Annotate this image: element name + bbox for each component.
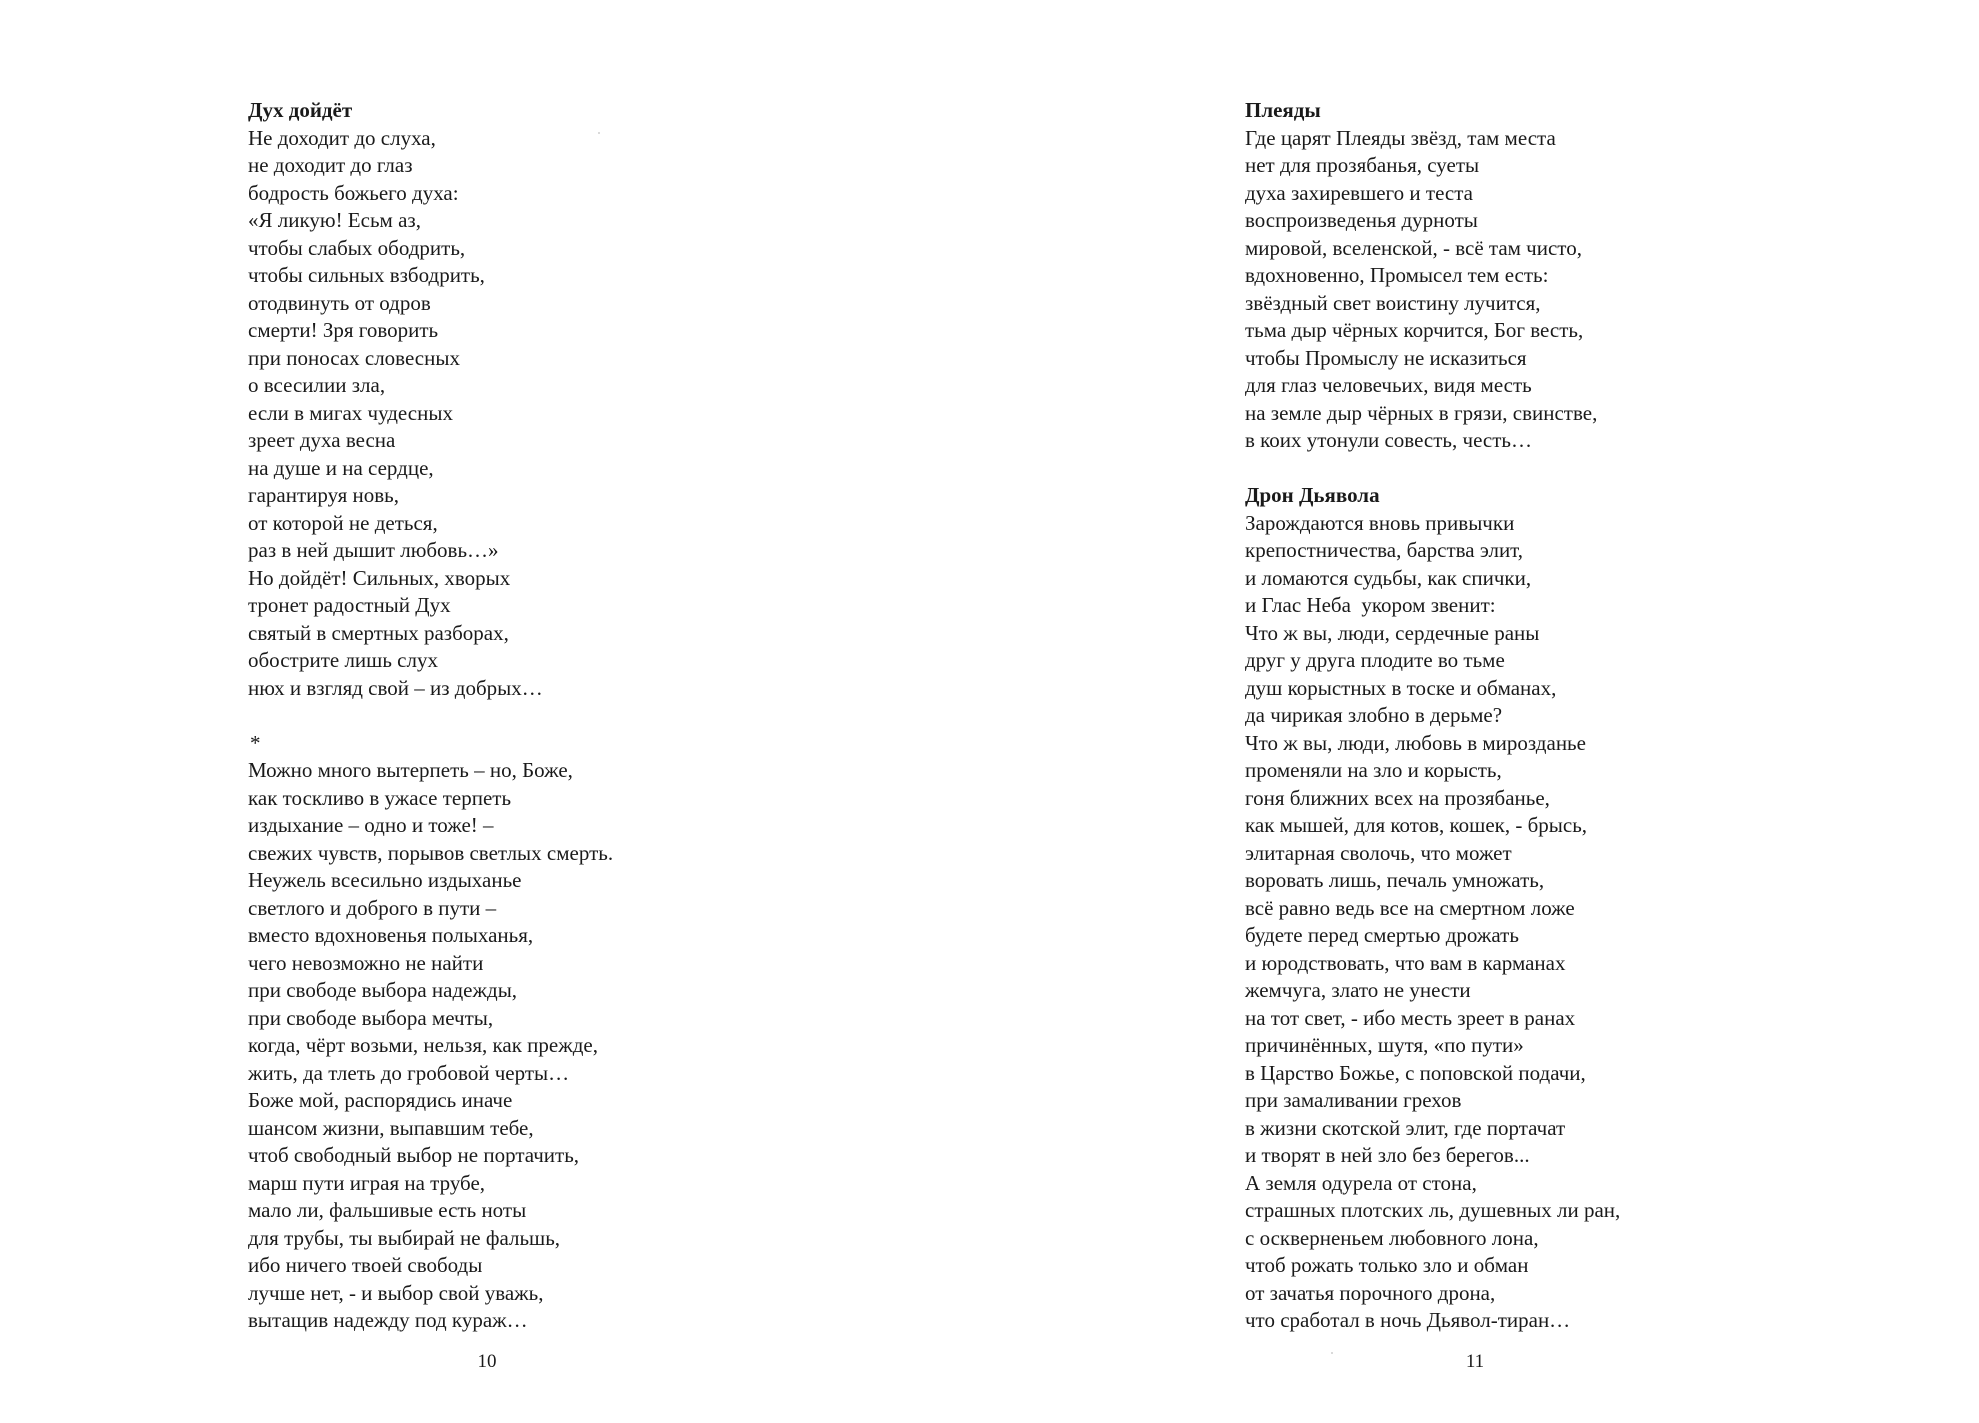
poem-line: смерти! Зря говорить (248, 318, 439, 342)
poem-line: зреет духа весна (248, 428, 396, 452)
poem-line: «Я ликую! Есьм аз, (248, 208, 421, 232)
poem-line: издыхание – одно и тоже! – (248, 813, 494, 837)
poem-line: А земля одурела от стона, (1245, 1170, 1477, 1195)
poem-line: друг у друга плодите во тьме (1245, 648, 1505, 672)
poem-line: в жизни скотской элит, где портачат (1245, 1115, 1566, 1140)
poem-line: жить, да тлеть до гробовой черты… (248, 1060, 570, 1085)
poem-line: для глаз человечьих, видя месть (1245, 373, 1532, 397)
poem-line: с оскверненьем любовного лона, (1245, 1225, 1539, 1250)
poem-line: и юродствовать, что вам в карманах (1245, 950, 1566, 975)
poem-line: воровать лишь, печаль умножать, (1245, 868, 1545, 892)
poem-line: от которой не деться, (248, 510, 438, 535)
poem-line: страшных плотских ль, душевных ли ран, (1245, 1198, 1621, 1222)
poem-line: Боже мой, распорядись иначе (248, 1088, 513, 1112)
poem-line: звёздный свет воистину лучится, (1245, 290, 1541, 315)
poem-line: не доходит до глаз (248, 153, 413, 177)
poem-line: светлого и доброго в пути – (248, 895, 497, 920)
poem-line: если в мигах чудесных (248, 400, 453, 425)
poem-title: Дрон Дьявола (1245, 483, 1380, 507)
poem-line: вместо вдохновенья полыханья, (248, 923, 534, 947)
poem-line: Что ж вы, люди, сердечные раны (1245, 620, 1540, 645)
page-right-text (1245, 97, 1620, 1335)
poem-line: и творят в ней зло без берегов... (1245, 1143, 1530, 1167)
poem-line: Что ж вы, люди, любовь в мирозданье (1245, 730, 1586, 755)
poem-line: о всесилии зла, (248, 373, 386, 397)
poem-line: когда, чёрт возьми, нельзя, как прежде, (248, 1033, 598, 1057)
poem-line: и Глас Неба укором звенит: (1245, 593, 1496, 617)
poem-line: вытащив надежду под кураж… (248, 1308, 528, 1332)
poem-line: святый в смертных разборах, (248, 620, 509, 645)
poem-line: тронет радостный Дух (248, 593, 451, 617)
poem-line: Неужель всесильно издыханье (248, 868, 522, 892)
poem-line: чтоб свободный выбор не портачить, (248, 1143, 580, 1167)
scan-speck (598, 132, 600, 134)
poem-line: для трубы, ты выбирай не фальшь, (248, 1225, 561, 1250)
poem-line: от зачатья порочного дрона, (1245, 1280, 1496, 1305)
poem-line: чтобы сильных взбодрить, (248, 263, 485, 287)
poem-line: Можно много вытерпеть – но, Боже, (248, 758, 573, 782)
poem-line: променяли на зло и корысть, (1245, 758, 1502, 782)
poem-line: при поносах словесных (248, 345, 460, 370)
poem-line: вдохновенно, Промысел тем есть: (1245, 263, 1549, 287)
poem-line: Не доходит до слуха, (248, 125, 436, 150)
section-divider: * (250, 730, 261, 755)
poem-line: при свободе выбора мечты, (248, 1005, 494, 1030)
poem-line: воспроизведенья дурноты (1245, 208, 1478, 232)
poem-line: и ломаются судьбы, как спички, (1245, 565, 1532, 590)
poem-line: как мышей, для котов, кошек, - брысь, (1245, 813, 1588, 837)
poem-line: на душе и на сердце, (248, 455, 434, 480)
poem-line: духа захиревшего и теста (1245, 180, 1473, 205)
poem-line: тьма дыр чёрных корчится, Бог весть, (1245, 318, 1584, 342)
poem-line: раз в ней дышит любовь…» (248, 538, 499, 562)
poem-line: гоня ближних всех на прозябанье, (1245, 785, 1550, 810)
page-right (990, 0, 1979, 1423)
poem-line: в коих утонули совесть, честь… (1245, 428, 1532, 452)
poem-line: марш пути играя на трубе, (248, 1170, 486, 1195)
poem-line: на земле дыр чёрных в грязи, свинстве, (1245, 400, 1598, 425)
poem-line: нет для прозябанья, суеты (1245, 153, 1480, 177)
poem-line: мировой, вселенской, - всё там чисто, (1245, 235, 1582, 260)
poem-line: чтоб рожать только зло и обман (1245, 1253, 1529, 1277)
stanza-gap (1245, 455, 1620, 483)
poem-line: мало ли, фальшивые есть ноты (248, 1198, 527, 1222)
poem-line: обострите лишь слух (248, 648, 438, 672)
poem-line: отодвинуть от одров (248, 290, 431, 315)
page-left-text (248, 97, 613, 1335)
poem-line: лучше нет, - и выбор свой уважь, (248, 1280, 544, 1305)
poem-line: что сработал в ночь Дьявол-тиран… (1245, 1308, 1571, 1332)
poem-line: ибо ничего твоей свободы (248, 1253, 483, 1277)
poem-line: чего невозможно не найти (248, 950, 484, 975)
poem-line: как тоскливо в ужасе терпеть (248, 785, 512, 810)
poem-title: Плеяды (1245, 98, 1321, 122)
poem-line: Зарождаются вновь привычки (1245, 510, 1515, 535)
page-number: 11 (1465, 1351, 1485, 1372)
poem-line: шансом жизни, выпавшим тебе, (248, 1115, 534, 1140)
scan-speck (1331, 1352, 1333, 1354)
poem-line: Но дойдёт! Сильных, хворых (248, 565, 511, 590)
poem-line: причинённых, шутя, «по пути» (1245, 1033, 1524, 1057)
page-number: 10 (477, 1351, 497, 1372)
poem-line: нюх и взгляд свой – из добрых… (248, 675, 543, 700)
poem-line: при свободе выбора надежды, (248, 978, 518, 1002)
poem-line: Где царят Плеяды звёзд, там места (1245, 125, 1556, 150)
poem-line: чтобы слабых ободрить, (248, 235, 466, 260)
poem-line: душ корыстных в тоске и обманах, (1245, 675, 1557, 700)
poem-line: на тот свет, - ибо месть зреет в ранах (1245, 1005, 1576, 1030)
poem-line: чтобы Промыслу не исказиться (1245, 345, 1527, 370)
poem-line: элитарная сволочь, что может (1245, 840, 1512, 865)
poem-line: жемчуга, злато не унести (1245, 978, 1471, 1002)
poem-line: свежих чувств, порывов светлых смерть. (248, 840, 614, 865)
poem-line: бодрость божьего духа: (248, 180, 459, 205)
poem-line: да чирикая злобно в дерьме? (1245, 703, 1503, 727)
poem-line: при замаливании грехов (1245, 1088, 1462, 1112)
poem-title: Дух дойдёт (248, 98, 353, 122)
poem-line: гарантируя новь, (248, 483, 399, 507)
poem-line: крепостничества, барства элит, (1245, 538, 1524, 562)
poem-line: будете перед смертью дрожать (1245, 923, 1519, 947)
poem-line: в Царство Божье, с поповской подачи, (1245, 1060, 1586, 1085)
poem-line: всё равно ведь все на смертном ложе (1245, 895, 1575, 920)
stanza-gap (248, 702, 613, 730)
